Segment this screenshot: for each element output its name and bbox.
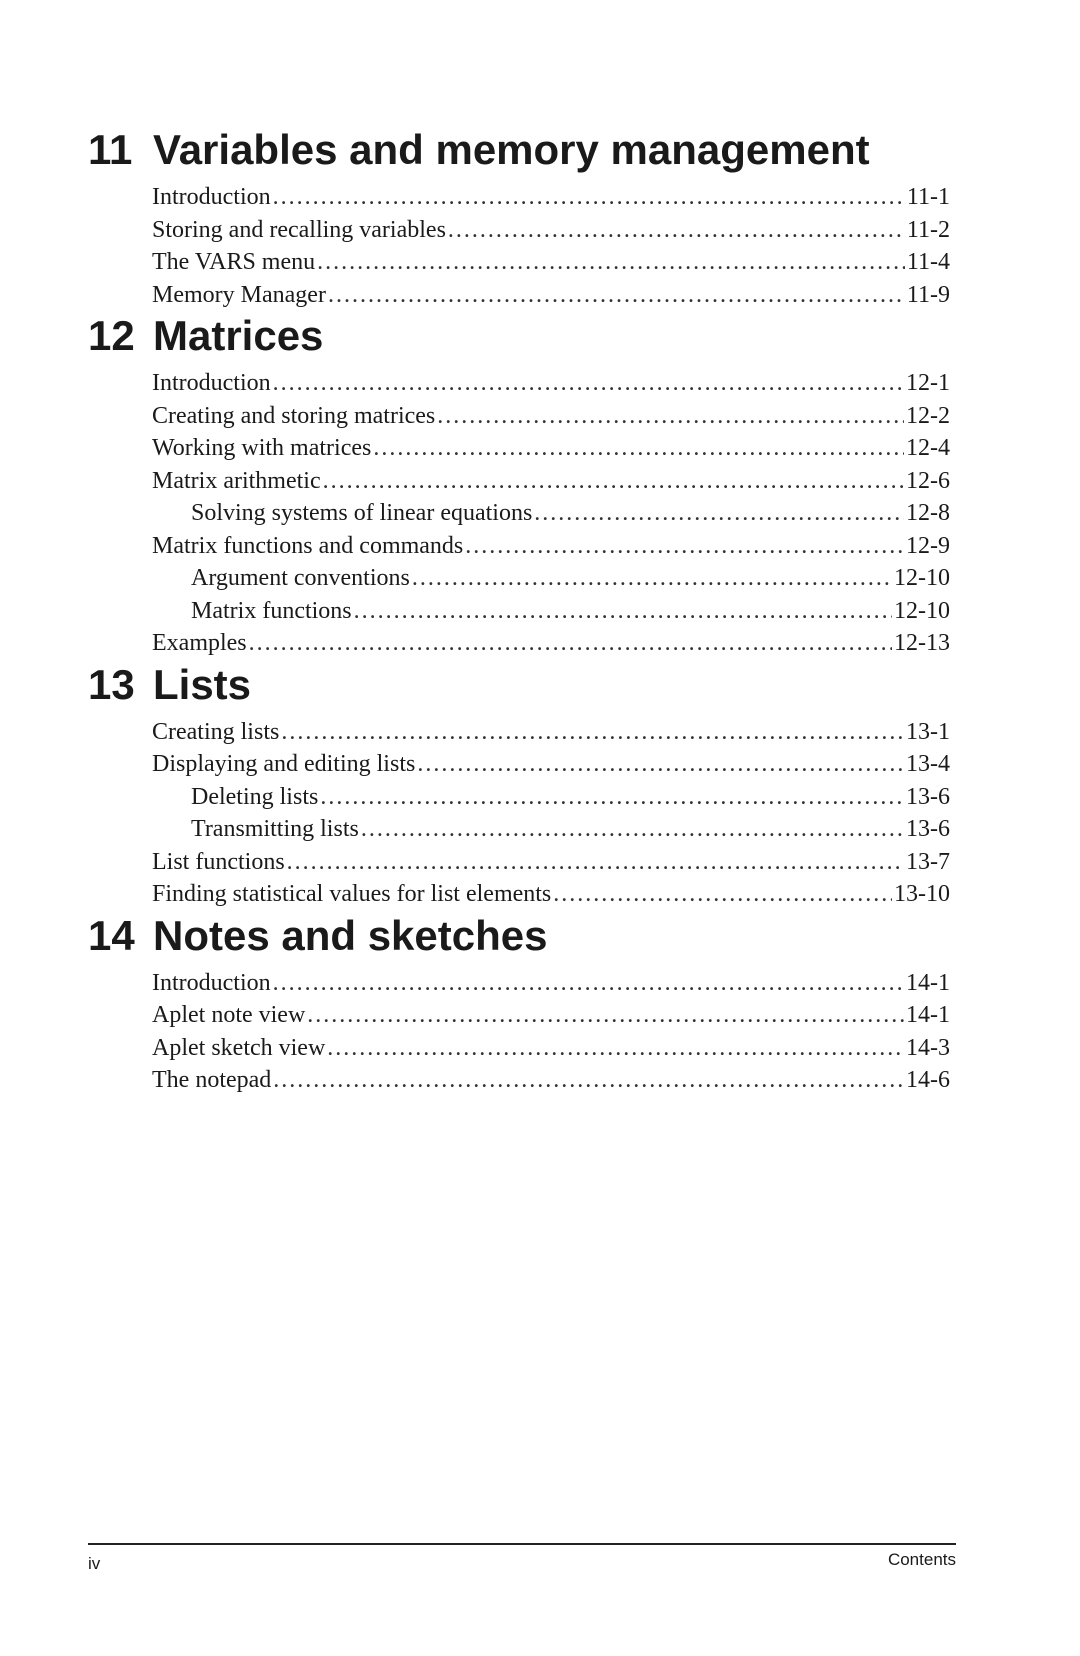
chapter-heading bbox=[88, 911, 950, 961]
entry-page: 14-1 bbox=[906, 969, 950, 996]
toc-entry[interactable] bbox=[152, 716, 950, 749]
entry-title: Matrix functions and commands bbox=[152, 532, 464, 559]
entry-title: Matrix functions bbox=[191, 597, 352, 624]
chapter-13 bbox=[88, 660, 950, 911]
toc-entry[interactable] bbox=[152, 967, 950, 1000]
dot-leader bbox=[361, 813, 904, 846]
toc-subentry[interactable] bbox=[152, 497, 950, 530]
chapter-number: 14 bbox=[88, 911, 135, 959]
chapter-title: Lists bbox=[153, 660, 252, 708]
entry-title: List functions bbox=[152, 848, 285, 875]
entry-page: 11-9 bbox=[906, 281, 950, 308]
chapter-entries bbox=[152, 716, 950, 911]
toc-entry[interactable] bbox=[152, 465, 950, 498]
entry-page: 13-10 bbox=[894, 881, 950, 907]
chapter-entries bbox=[152, 967, 950, 1097]
dot-leader bbox=[249, 627, 892, 660]
entry-title: Argument conventions bbox=[191, 565, 410, 591]
dot-leader bbox=[448, 214, 905, 247]
toc-entry[interactable] bbox=[152, 181, 950, 214]
entry-page: 13-4 bbox=[906, 751, 950, 777]
entry-page: 13-7 bbox=[906, 848, 950, 875]
footer-divider bbox=[88, 1543, 956, 1545]
dot-leader bbox=[323, 465, 904, 498]
toc-subentry[interactable] bbox=[152, 562, 950, 595]
dot-leader bbox=[317, 246, 905, 279]
chapter-number: 11 bbox=[88, 126, 133, 173]
chapter-14 bbox=[88, 911, 950, 1097]
entry-page: 12-1 bbox=[906, 370, 950, 396]
entry-page: 11-1 bbox=[906, 184, 950, 210]
footer-page-number: iv bbox=[88, 1554, 101, 1573]
entry-title: Displaying and editing lists bbox=[152, 751, 416, 777]
dot-leader bbox=[273, 367, 904, 400]
toc-subentry[interactable] bbox=[152, 595, 950, 628]
toc-entry[interactable] bbox=[152, 432, 950, 465]
entry-page: 12-4 bbox=[906, 435, 950, 461]
entry-title: Deleting lists bbox=[191, 783, 319, 810]
entry-title: Introduction bbox=[152, 370, 271, 396]
chapter-12 bbox=[88, 311, 950, 660]
chapter-entries bbox=[152, 367, 950, 660]
chapter-number: 13 bbox=[88, 660, 135, 708]
entry-page: 14-6 bbox=[906, 1067, 950, 1093]
toc-entry[interactable] bbox=[152, 878, 950, 911]
entry-title: Examples bbox=[152, 630, 247, 656]
entry-page: 14-1 bbox=[906, 1002, 950, 1028]
entry-title: Creating and storing matrices bbox=[152, 402, 436, 429]
entry-title: Storing and recalling variables bbox=[152, 216, 446, 243]
entry-title: Aplet note view bbox=[152, 1002, 306, 1028]
entry-title: The notepad bbox=[152, 1067, 272, 1093]
chapter-11 bbox=[88, 125, 950, 311]
dot-leader bbox=[273, 181, 905, 214]
chapter-title: Variables and memory management bbox=[153, 126, 870, 173]
toc-entry[interactable] bbox=[152, 400, 950, 433]
toc-entry[interactable] bbox=[152, 367, 950, 400]
entry-page: 13-6 bbox=[906, 783, 950, 810]
dot-leader bbox=[281, 716, 904, 749]
dot-leader bbox=[307, 999, 904, 1032]
entry-title: Solving systems of linear equations bbox=[191, 500, 533, 526]
entry-title: Aplet sketch view bbox=[152, 1034, 326, 1061]
dot-leader bbox=[437, 400, 904, 433]
dot-leader bbox=[328, 279, 905, 312]
dot-leader bbox=[354, 595, 892, 628]
chapter-heading bbox=[88, 660, 950, 710]
chapter-number: 12 bbox=[88, 312, 135, 359]
entry-page: 11-4 bbox=[906, 249, 950, 275]
toc-entry[interactable] bbox=[152, 214, 950, 247]
toc-entry[interactable] bbox=[152, 246, 950, 279]
entry-page: 12-10 bbox=[894, 597, 950, 624]
chapter-heading bbox=[88, 125, 950, 175]
entry-page: 12-9 bbox=[906, 532, 950, 559]
toc-entry[interactable] bbox=[152, 846, 950, 879]
entry-page: 14-3 bbox=[906, 1034, 950, 1061]
entry-page: 12-2 bbox=[906, 402, 950, 429]
dot-leader bbox=[465, 530, 904, 563]
chapter-title: Notes and sketches bbox=[153, 911, 548, 959]
chapter-entries bbox=[152, 181, 950, 311]
entry-title: Introduction bbox=[152, 969, 271, 996]
entry-title: Finding statistical values for list elements bbox=[152, 881, 552, 907]
entry-page: 12-13 bbox=[894, 630, 950, 656]
toc-entry[interactable] bbox=[152, 1064, 950, 1097]
toc-entry[interactable] bbox=[152, 748, 950, 781]
toc-entry[interactable] bbox=[152, 999, 950, 1032]
dot-leader bbox=[273, 967, 904, 1000]
footer-section-label: Contents bbox=[887, 1550, 956, 1569]
dot-leader bbox=[534, 497, 904, 530]
entry-title: Memory Manager bbox=[152, 281, 326, 308]
table-of-contents bbox=[88, 125, 950, 1097]
toc-entry[interactable] bbox=[152, 627, 950, 660]
entry-title: Working with matrices bbox=[152, 435, 372, 461]
dot-leader bbox=[417, 748, 904, 781]
dot-leader bbox=[273, 1064, 904, 1097]
dot-leader bbox=[287, 846, 904, 879]
entry-title: Matrix arithmetic bbox=[152, 467, 321, 494]
dot-leader bbox=[320, 781, 904, 814]
toc-entry[interactable] bbox=[152, 530, 950, 563]
dot-leader bbox=[327, 1032, 904, 1065]
entry-title: Transmitting lists bbox=[191, 816, 359, 842]
entry-title: The VARS menu bbox=[152, 249, 316, 275]
toc-entry[interactable] bbox=[152, 279, 950, 312]
chapter-heading bbox=[88, 311, 950, 361]
entry-title: Creating lists bbox=[152, 718, 280, 745]
toc-subentry[interactable] bbox=[152, 781, 950, 814]
dot-leader bbox=[412, 562, 892, 595]
toc-subentry[interactable] bbox=[152, 813, 950, 846]
entry-page: 12-10 bbox=[894, 565, 950, 591]
toc-entry[interactable] bbox=[152, 1032, 950, 1065]
entry-page: 11-2 bbox=[906, 216, 950, 243]
entry-page: 12-6 bbox=[906, 467, 950, 494]
entry-page: 12-8 bbox=[906, 500, 950, 526]
entry-page: 13-6 bbox=[906, 816, 950, 842]
dot-leader bbox=[373, 432, 904, 465]
dot-leader bbox=[553, 878, 892, 911]
entry-page: 13-1 bbox=[906, 718, 950, 745]
entry-title: Introduction bbox=[152, 184, 271, 210]
chapter-title: Matrices bbox=[153, 312, 324, 359]
